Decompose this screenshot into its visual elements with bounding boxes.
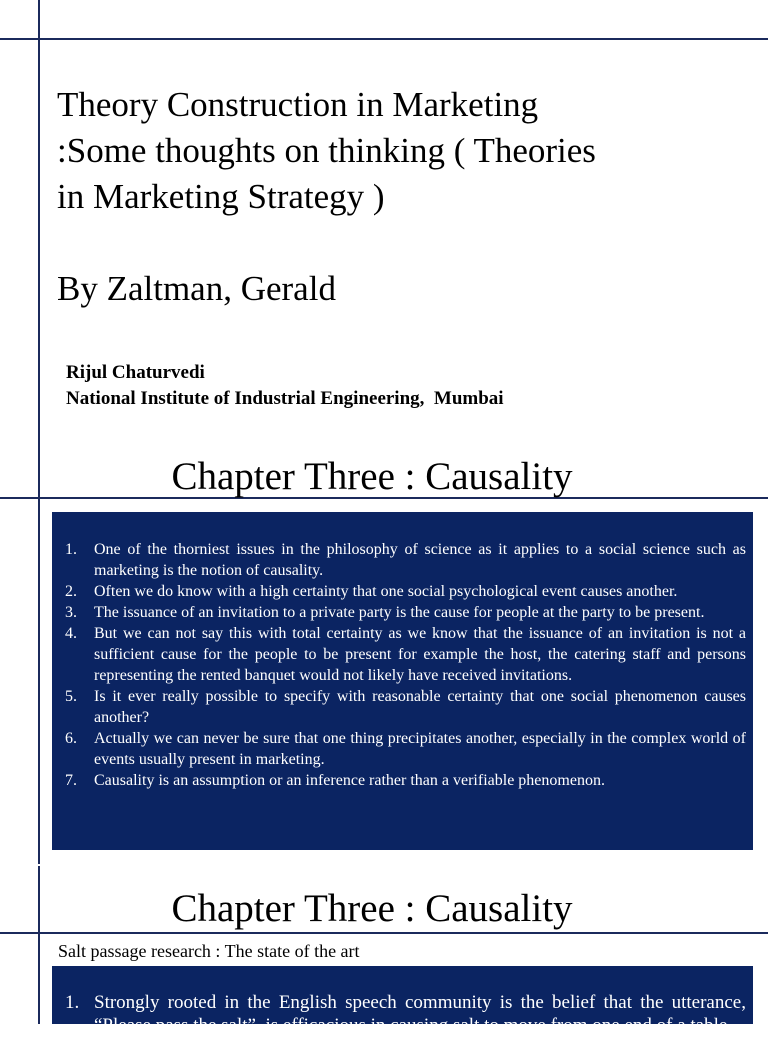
list-item [59,770,746,791]
document-title [57,82,677,220]
slide2-heading: Chapter Three : Causality [171,887,573,930]
slide2-top-rule [0,932,768,934]
list-text: Strongly rooted in the English speech community is the belief that the utterance, “Please pass the salt”, is efficacious in causing salt to move from one end of a table [94,992,746,1036]
list-number: 1. [65,992,80,1013]
list-item [59,991,746,1037]
institute-name: National Institute of Industrial Engineering, Mumbai [66,388,504,409]
list-number: 4. [65,625,77,642]
list-number: 3. [65,604,77,621]
author: By Zaltman, Gerald [57,269,336,308]
list-text: But we can not say this with total certainty as we know that the issuance of an invitation is not a sufficient cause for the people to be present for example the host, the catering staff and persons representing the rented banquet would not likely have received invitations. [94,625,746,684]
slide2-panel [52,966,753,1036]
left-rule-1 [38,0,40,432]
slide1-panel [52,512,753,850]
title-line: Theory Construction in Marketing [57,85,539,124]
list-text: Is it ever really possible to specify with reasonable certainty that one social phenomenon causes another? [94,688,746,726]
affiliation [66,360,504,412]
top-rule [0,38,768,40]
list-text: The issuance of an invitation to a private party is the cause for people at the party to be present. [94,604,705,621]
title-line: :Some thoughts on thinking ( Theories [57,131,596,170]
list-item [59,602,746,623]
slide1-list [59,539,746,791]
list-number: 2. [65,583,77,600]
slide2-list [59,991,746,1037]
presenter-name: Rijul Chaturvedi [66,362,205,383]
list-item [59,686,746,728]
list-text: One of the thorniest issues in the philosophy of science as it applies to a social science such as marketing is the notion of causality. [94,541,746,579]
list-item [59,581,746,602]
list-text: Causality is an assumption or an inference rather than a verifiable phenomenon. [94,772,605,789]
list-number: 5. [65,688,77,705]
list-number: 7. [65,772,77,789]
list-text: Actually we can never be sure that one thing precipitates another, especially in the complex world of events usually present in marketing. [94,730,746,768]
slide2-subheading: Salt passage research : The state of the art [58,941,360,961]
title-line: in Marketing Strategy ) [57,177,385,216]
list-item [59,728,746,770]
list-number: 6. [65,730,77,747]
list-item [59,539,746,581]
list-text: Often we do know with a high certainty that one social psychological event causes another. [94,583,678,600]
slide1-heading: Chapter Three : Causality [171,455,573,498]
list-number: 1. [65,541,77,558]
list-item [59,623,746,686]
